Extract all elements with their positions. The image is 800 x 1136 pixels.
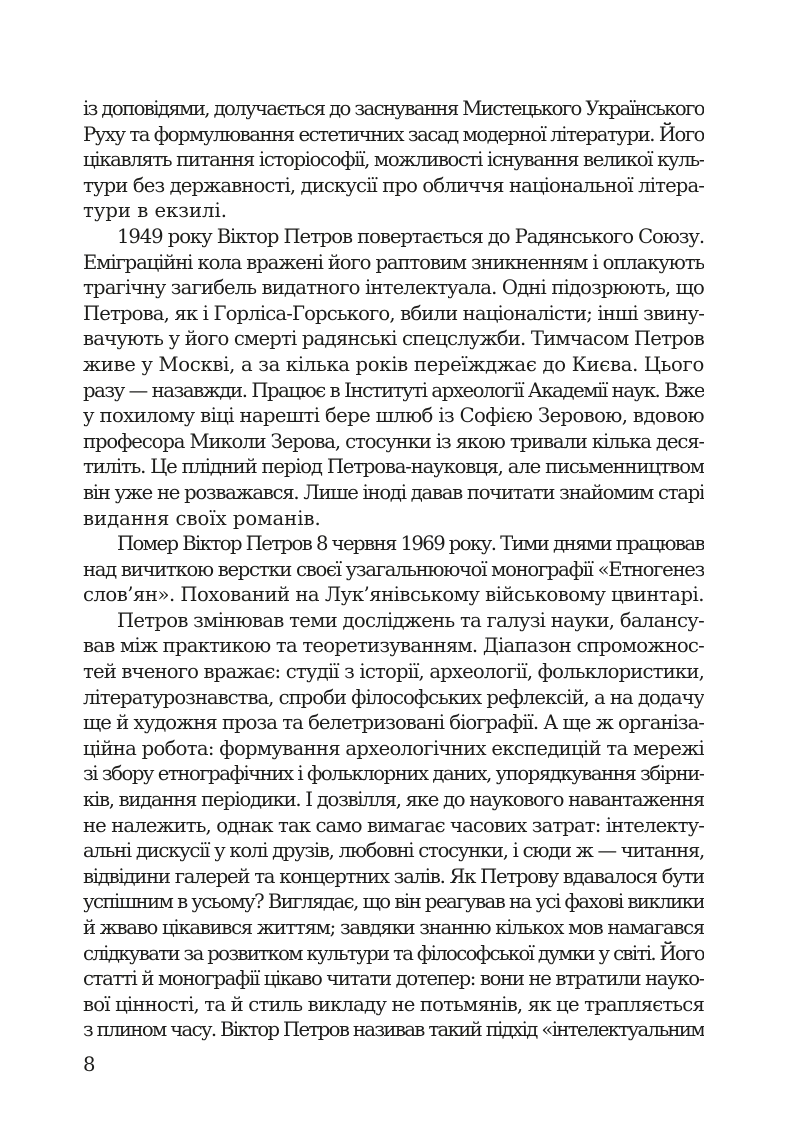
paragraph	[83, 608, 704, 1043]
text-line: тей вченого вражає: студії з історії, археології, фольклористики,	[83, 660, 704, 684]
text-line: ків, видання періодики. І дозвілля, яке до наукового навантаження	[83, 788, 704, 812]
text-line: вачують у його смерті радянські спецслужби. Тимчасом Петров	[83, 327, 704, 351]
text-line: видання своїх романів.	[83, 506, 321, 530]
text-line: відвідини галерей та концертних залів. Як Петрову вдавалося бути	[83, 864, 704, 888]
text-line: й жваво цікавився життям; завдяки знанню кількох мов намагався	[83, 916, 704, 939]
text-line: вої цінності, та й стиль викладу не потьмянів, як це трапляється	[83, 992, 704, 1016]
text-line: професора Миколи Зерова, стосунки із якою тривали кілька деся-	[83, 429, 704, 453]
text-line: літературознавства, спроби філософських рефлексій, а на додачу	[83, 685, 704, 709]
page-body	[83, 96, 704, 1043]
text-line: цікавлять питання історіософії, можливості існування великої куль-	[83, 148, 704, 172]
text-line: слідкувати за розвитком культури та філософської думки у світі. Його	[83, 941, 704, 965]
text-line: тури без державності, дискусії про обличчя національної літера-	[83, 173, 704, 197]
paragraph	[83, 224, 704, 531]
text-line: він уже не розважався. Лише іноді давав почитати знайомим старі	[83, 480, 704, 504]
page-number: 8	[83, 1053, 96, 1076]
text-line: Петрова, як і Горліса-Горського, вбили націоналісти; інші звину-	[83, 301, 704, 325]
text-line: тури в екзилі.	[83, 199, 227, 223]
text-line: разу — назавжди. Працює в Інституті археології Академії наук. Вже	[83, 378, 704, 402]
text-line: статті й монографії цікаво читати дотепер: вони не втратили науко-	[83, 967, 704, 991]
text-line: альні дискусії у колі друзів, любовні стосунки, і сюди ж — читання,	[83, 839, 704, 863]
text-line: тиліть. Це плідний період Петрова-науковця, але письменництвом	[83, 455, 704, 479]
paragraph	[83, 531, 704, 608]
text-line: живе у Москві, а за кілька років переїжджає до Києва. Цього	[83, 352, 704, 376]
text-line: над вичиткою верстки своєї узагальнюючої монографії «Етногенез	[83, 557, 704, 581]
text-line: зі збору етнографічних і фольклорних даних, упорядкування збірни-	[83, 762, 704, 786]
text-line: не належить, однак так само вимагає часових затрат: інтелекту-	[83, 813, 704, 837]
text-line: ційна робота: формування археологічних експедицій та мережі	[83, 736, 704, 760]
text-line: Еміграційні кола вражені його раптовим зникненням і оплакують	[83, 250, 704, 274]
text-line: Помер Віктор Петров 8 червня 1969 року. Тими днями працював	[117, 532, 704, 556]
text-line: Петров змінював теми досліджень та галузі науки, балансу-	[117, 608, 704, 632]
text-line: Руху та формулювання естетичних засад модерної літератури. Його	[83, 122, 704, 146]
paragraph	[83, 96, 704, 224]
text-line: слов’ян». Похований на Лук’янівському військовому цвинтарі.	[83, 583, 704, 607]
text-line: з плином часу. Віктор Петров називав такий підхід «інтелектуальним	[83, 1018, 704, 1042]
text-line: із доповідями, долучається до заснування Мистецького Українського	[83, 97, 704, 120]
text-line: ще й художня проза та белетризовані біографії. А ще ж організа-	[83, 711, 704, 735]
text-line: успішним в усьому? Виглядає, що він реагував на усі фахові виклики	[83, 890, 704, 914]
text-line: 1949 року Віктор Петров повертається до Радянського Союзу.	[117, 224, 704, 248]
text-line: вав між практикою та теоретизуванням. Діапазон спроможнос-	[83, 634, 704, 658]
text-line: трагічну загибель видатного інтелектуала. Одні підозрюють, що	[83, 276, 704, 300]
text-line: у похилому віці нарешті бере шлюб із Софією Зеровою, вдовою	[83, 404, 704, 428]
